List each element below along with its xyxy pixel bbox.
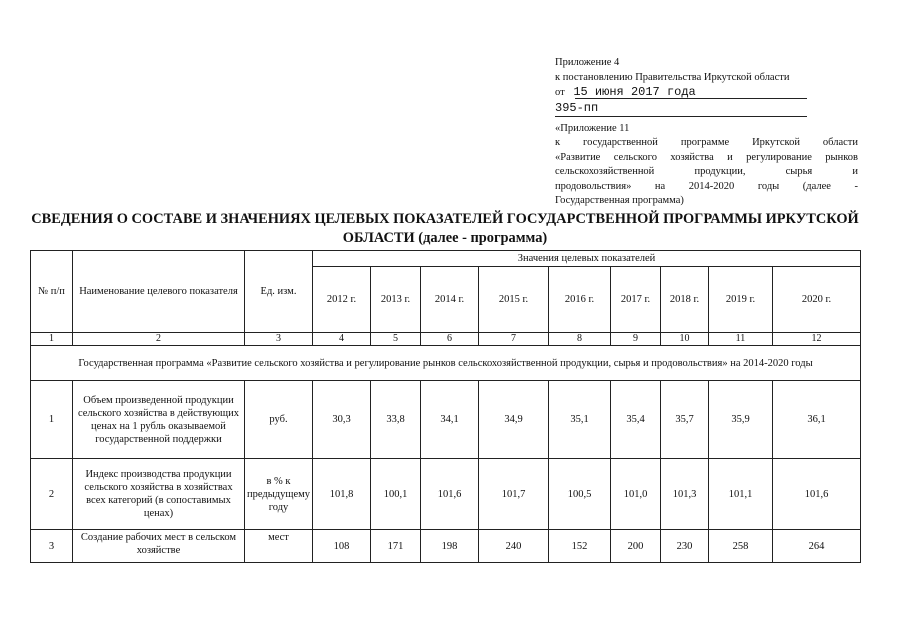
value-cell: 230 [661,530,709,563]
title-line-1: СВЕДЕНИЯ О СОСТАВЕ И ЗНАЧЕНИЯХ ЦЕЛЕВЫХ ПОКАЗАТЕЛЕЙ ГОСУДАРСТВЕННОЙ ПРОГРАММЫ ИРКУТСКОЙ [31,211,859,227]
column-number: 8 [549,333,611,346]
value-cell: 100,5 [549,459,611,530]
header-name: Наименование целевого показателя [73,251,245,333]
table-row [31,530,861,563]
column-number: 5 [371,333,421,346]
appendix-decree: к постановлению Правительства Иркутской области [555,72,790,83]
appendix-11-line: сельскохозяйственной продукции, сырья и [555,166,858,178]
appendix-date-row [555,85,807,100]
row-num: 3 [31,530,73,563]
value-cell: 101,3 [661,459,709,530]
value-cell: 200 [611,530,661,563]
appendix-11-line: к государственной программе Иркутской области [555,137,858,149]
value-cell: 30,3 [313,381,371,459]
value-cell: 101,6 [773,459,861,530]
header-year: 2016 г. [549,267,611,333]
value-cell: 101,8 [313,459,371,530]
value-cell: 258 [709,530,773,563]
table-row [31,459,861,530]
header-year: 2013 г. [371,267,421,333]
column-number: 10 [661,333,709,346]
header-unit: Ед. изм. [245,251,313,333]
row-num: 2 [31,459,73,530]
indicators-table [30,250,861,563]
indicator-unit: мест [245,530,313,563]
appendix-11-line: Государственная программа) [555,195,684,207]
appendix-11-line: «Приложение 11 [555,123,630,134]
row-num: 1 [31,381,73,459]
column-number: 6 [421,333,479,346]
value-cell: 34,9 [479,381,549,459]
indicator-unit: в % к предыдущему году [245,459,313,530]
header-year: 2020 г. [773,267,861,333]
column-number: 12 [773,333,861,346]
header-year: 2017 г. [611,267,661,333]
value-cell: 34,1 [421,381,479,459]
value-cell: 240 [479,530,549,563]
value-cell: 101,7 [479,459,549,530]
appendix-11-line: «Развитие сельского хозяйства и регулирование рынков [555,151,858,163]
indicator-name: Создание рабочих мест в сельском хозяйстве [73,530,245,563]
value-cell: 36,1 [773,381,861,459]
date-prefix: от [555,87,565,98]
header-year: 2015 г. [479,267,549,333]
value-cell: 152 [549,530,611,563]
value-cell: 101,1 [709,459,773,530]
document-title [30,210,860,248]
value-cell: 35,4 [611,381,661,459]
column-numbers-row [31,333,861,346]
column-number: 1 [31,333,73,346]
header-row [31,251,861,267]
header-year: 2014 г. [421,267,479,333]
column-number: 4 [313,333,371,346]
value-cell: 100,1 [371,459,421,530]
program-name: Государственная программа «Развитие сельского хозяйства и регулирование рынков сельскохозяйственной продукции, сырья и продовольствия» на 2014-2020 годы [31,346,861,381]
value-cell: 35,1 [549,381,611,459]
indicator-name: Объем произведенной продукции сельского хозяйства в действующих ценах на 1 рубль оказываемой государственной поддержки [73,381,245,459]
column-number: 3 [245,333,313,346]
value-cell: 35,9 [709,381,773,459]
decree-number: 395-пп [555,100,807,117]
appendix-11-block [555,122,858,208]
decree-date: 15 июня 2017 года [573,85,696,99]
value-cell: 33,8 [371,381,421,459]
header-values-group: Значения целевых показателей [313,251,861,267]
column-number: 9 [611,333,661,346]
indicator-name: Индекс производства продукции сельского хозяйства в хозяйствах всех категорий (в сопоставимых ценах) [73,459,245,530]
value-cell: 264 [773,530,861,563]
value-cell: 171 [371,530,421,563]
header-num: № п/п [31,251,73,333]
program-row [31,346,861,381]
column-number: 11 [709,333,773,346]
indicator-unit: руб. [245,381,313,459]
table-row [31,381,861,459]
value-cell: 35,7 [661,381,709,459]
column-number: 2 [73,333,245,346]
value-cell: 101,0 [611,459,661,530]
date-underline [575,98,807,99]
header-year: 2018 г. [661,267,709,333]
value-cell: 198 [421,530,479,563]
value-cell: 108 [313,530,371,563]
header-year: 2019 г. [709,267,773,333]
header-year: 2012 г. [313,267,371,333]
appendix-11-line: продовольствия» на 2014-2020 годы (далее - [555,180,858,192]
appendix-header [555,55,855,117]
title-line-2: ОБЛАСТИ (далее - программа) [342,230,548,246]
appendix-title: Приложение 4 [555,57,620,68]
column-number: 7 [479,333,549,346]
value-cell: 101,6 [421,459,479,530]
